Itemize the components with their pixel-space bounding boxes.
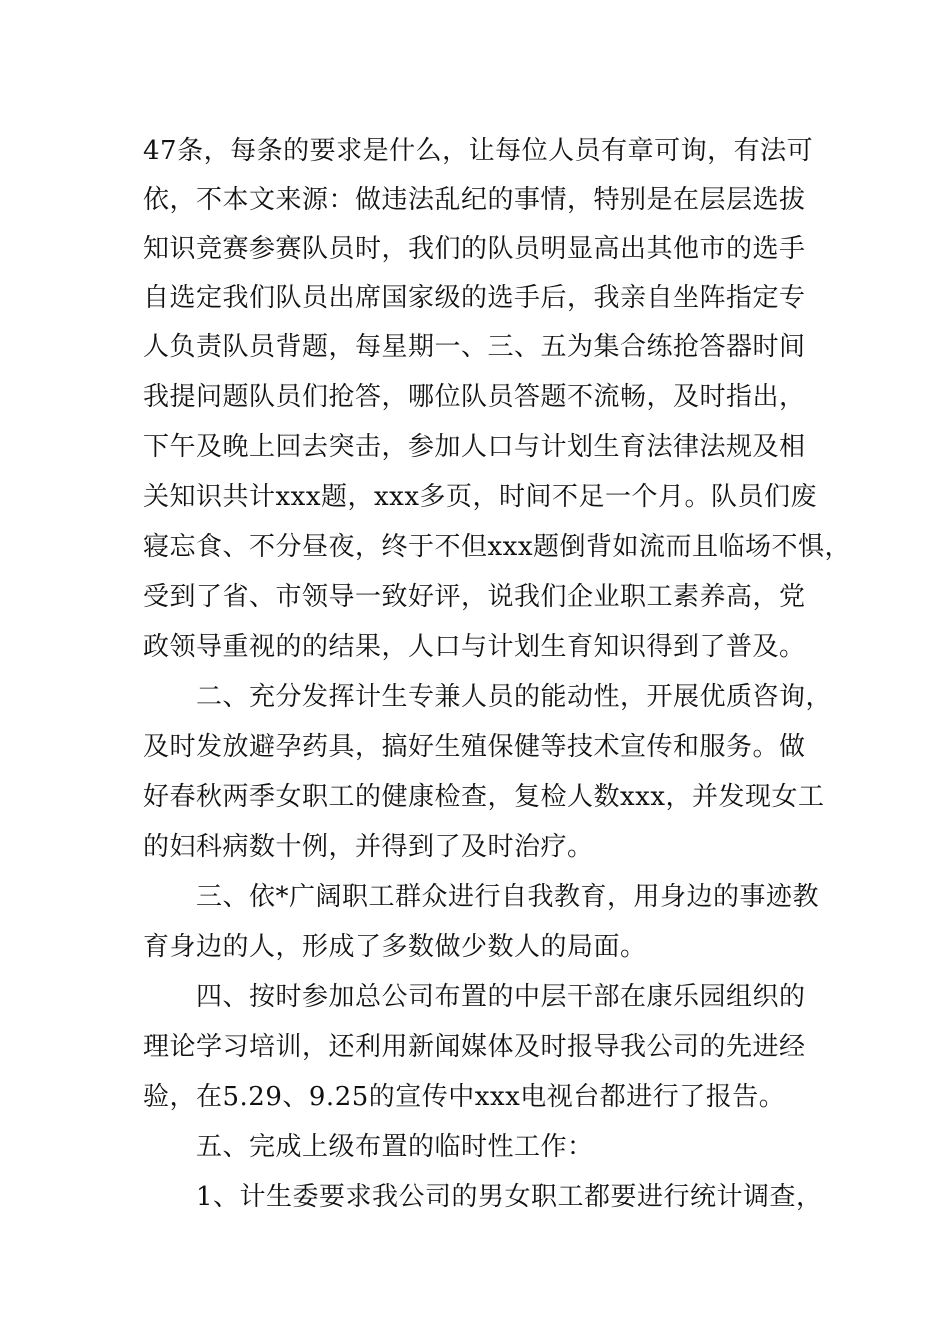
text-line: 理论学习培训，还利用新闻媒体及时报导我公司的先进经: [143, 1032, 806, 1062]
text-line: 育身边的人，形成了多数做少数人的局面。: [143, 932, 647, 962]
text-line: 政领导重视的的结果，人口与计划生育知识得到了普及。: [143, 632, 806, 662]
text-line: 三、依*广阔职工群众进行自我教育，用身边的事迹教: [196, 882, 820, 912]
text-line: 关知识共计xxx题，xxx多页，时间不足一个月。队员们废: [143, 482, 817, 512]
text-line: 1、计生委要求我公司的男女职工都要进行统计调查，: [196, 1182, 823, 1212]
text-line: 知识竞赛参赛队员时，我们的队员明显高出其他市的选手: [143, 234, 806, 264]
text-line: 的妇科病数十例，并得到了及时治疗。: [143, 832, 594, 862]
text-line: 及时发放避孕药具，搞好生殖保健等技术宣传和服务。做: [143, 732, 806, 762]
text-line: 受到了省、市领导一致好评，说我们企业职工素养高，党: [143, 582, 806, 612]
text-line: 验，在5.29、9.25的宣传中xxx电视台都进行了报告。: [143, 1082, 786, 1112]
text-line: 下午及晚上回去突击，参加人口与计划生育法律法规及相: [143, 432, 806, 462]
text-line: 我提问题队员们抢答，哪位队员答题不流畅，及时指出，: [143, 382, 806, 412]
text-line: 人负责队员背题，每星期一、三、五为集合练抢答器时间: [143, 332, 806, 362]
text-line: 二、充分发挥计生专兼人员的能动性，开展优质咨询，: [196, 682, 833, 712]
text-line: 好春秋两季女职工的健康检查，复检人数xxx，并发现女工: [143, 782, 825, 812]
text-line: 四、按时参加总公司布置的中层干部在康乐园组织的: [196, 982, 806, 1012]
text-line: 五、完成上级布置的临时性工作：: [196, 1132, 594, 1162]
text-line: 自选定我们队员出席国家级的选手后，我亲自坐阵指定专: [143, 283, 806, 313]
text-line: 寝忘食、不分昼夜，终于不但xxx题倒背如流而且临场不惧，: [143, 532, 851, 562]
text-line: 47条，每条的要求是什么，让每位人员有章可询，有法可: [143, 136, 814, 166]
text-line: 依，不本文来源：做违法乱纪的事情，特别是在层层选拔: [143, 185, 806, 215]
